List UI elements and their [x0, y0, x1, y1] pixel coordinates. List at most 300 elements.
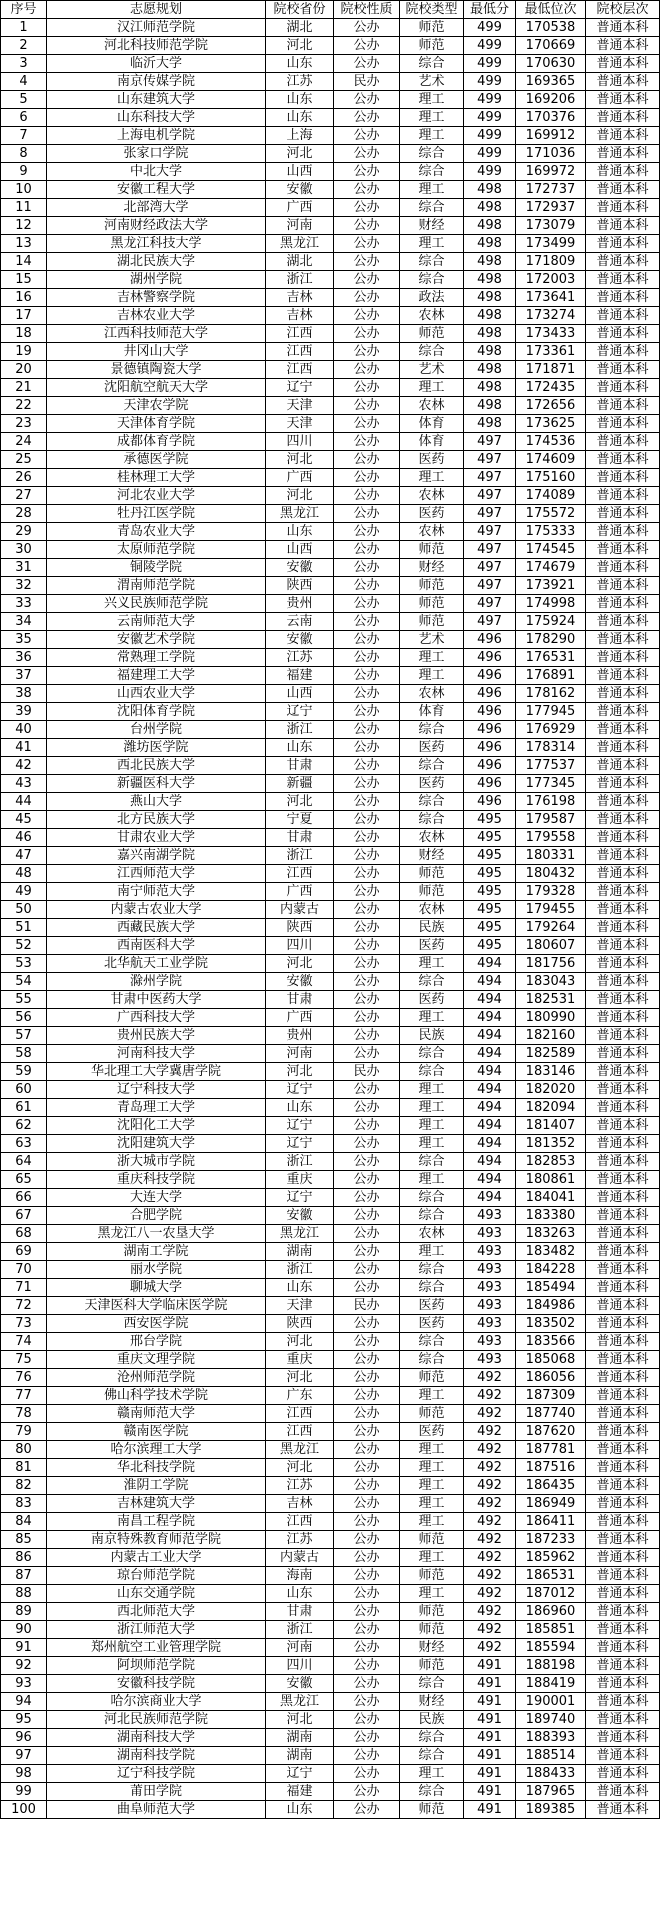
cell-index: 58: [1, 1045, 47, 1063]
table-row: [1, 1675, 660, 1693]
cell-province: 黑龙江: [266, 1225, 334, 1243]
cell-ownership: 公办: [334, 1531, 400, 1549]
cell-ownership: 公办: [334, 955, 400, 973]
table-row: [1, 271, 660, 289]
cell-school-type: 师范: [400, 1567, 464, 1585]
table-row: [1, 667, 660, 685]
cell-province: 甘肃: [266, 991, 334, 1009]
cell-school-name: 西南医科大学: [47, 937, 266, 955]
table-row: [1, 1207, 660, 1225]
cell-school-name: 河南财经政法大学: [47, 217, 266, 235]
cell-ownership: 公办: [334, 973, 400, 991]
cell-index: 99: [1, 1783, 47, 1801]
cell-school-type: 综合: [400, 145, 464, 163]
cell-min-rank: 182160: [516, 1027, 586, 1045]
cell-min-score: 491: [464, 1675, 516, 1693]
cell-min-rank: 185068: [516, 1351, 586, 1369]
cell-school-type: 财经: [400, 847, 464, 865]
cell-ownership: 公办: [334, 415, 400, 433]
table-row: [1, 1153, 660, 1171]
cell-ownership: 公办: [334, 307, 400, 325]
cell-ownership: 公办: [334, 163, 400, 181]
cell-min-score: 497: [464, 433, 516, 451]
cell-min-score: 498: [464, 181, 516, 199]
table-row: [1, 37, 660, 55]
cell-min-score: 494: [464, 1153, 516, 1171]
cell-min-score: 491: [464, 1765, 516, 1783]
cell-school-name: 华北科技学院: [47, 1459, 266, 1477]
cell-min-score: 494: [464, 1189, 516, 1207]
cell-min-score: 494: [464, 1045, 516, 1063]
cell-school-level: 普通本科: [586, 1189, 660, 1207]
cell-province: 天津: [266, 1297, 334, 1315]
cell-min-score: 495: [464, 847, 516, 865]
cell-min-score: 494: [464, 1063, 516, 1081]
cell-school-name: 西安医学院: [47, 1315, 266, 1333]
cell-school-type: 农林: [400, 307, 464, 325]
cell-ownership: 公办: [334, 181, 400, 199]
cell-ownership: 公办: [334, 1351, 400, 1369]
cell-school-level: 普通本科: [586, 1009, 660, 1027]
cell-ownership: 公办: [334, 19, 400, 37]
cell-ownership: 公办: [334, 55, 400, 73]
table-row: [1, 1441, 660, 1459]
cell-min-score: 497: [464, 559, 516, 577]
cell-ownership: 公办: [334, 1009, 400, 1027]
cell-school-name: 湖州学院: [47, 271, 266, 289]
cell-school-name: 安徽科技学院: [47, 1675, 266, 1693]
cell-min-score: 492: [464, 1369, 516, 1387]
cell-province: 辽宁: [266, 1189, 334, 1207]
cell-min-rank: 173361: [516, 343, 586, 361]
cell-min-score: 499: [464, 127, 516, 145]
header-school-level: 院校层次: [586, 1, 660, 19]
cell-school-type: 理工: [400, 127, 464, 145]
cell-school-type: 理工: [400, 1081, 464, 1099]
cell-school-name: 沧州师范学院: [47, 1369, 266, 1387]
cell-index: 42: [1, 757, 47, 775]
cell-school-type: 农林: [400, 829, 464, 847]
cell-school-level: 普通本科: [586, 1315, 660, 1333]
cell-index: 44: [1, 793, 47, 811]
cell-min-score: 495: [464, 919, 516, 937]
cell-school-level: 普通本科: [586, 829, 660, 847]
cell-min-rank: 169365: [516, 73, 586, 91]
cell-school-name: 莆田学院: [47, 1783, 266, 1801]
cell-min-rank: 189385: [516, 1801, 586, 1819]
cell-school-type: 理工: [400, 1135, 464, 1153]
cell-min-score: 499: [464, 163, 516, 181]
cell-school-type: 师范: [400, 1657, 464, 1675]
table-row: [1, 1477, 660, 1495]
cell-min-score: 491: [464, 1801, 516, 1819]
cell-school-type: 师范: [400, 865, 464, 883]
table-row: [1, 1693, 660, 1711]
table-row: [1, 1333, 660, 1351]
table-row: [1, 1657, 660, 1675]
cell-school-name: 云南师范大学: [47, 613, 266, 631]
cell-min-score: 491: [464, 1747, 516, 1765]
cell-min-score: 499: [464, 109, 516, 127]
cell-province: 吉林: [266, 1495, 334, 1513]
table-row: [1, 1423, 660, 1441]
cell-min-rank: 187740: [516, 1405, 586, 1423]
cell-school-name: 合肥学院: [47, 1207, 266, 1225]
cell-ownership: 公办: [334, 253, 400, 271]
cell-school-level: 普通本科: [586, 613, 660, 631]
cell-school-level: 普通本科: [586, 1477, 660, 1495]
cell-province: 湖南: [266, 1747, 334, 1765]
cell-school-level: 普通本科: [586, 721, 660, 739]
cell-school-name: 渭南师范学院: [47, 577, 266, 595]
cell-school-level: 普通本科: [586, 1387, 660, 1405]
cell-ownership: 公办: [334, 1243, 400, 1261]
cell-school-type: 综合: [400, 1063, 464, 1081]
cell-school-type: 师范: [400, 1405, 464, 1423]
cell-ownership: 公办: [334, 1639, 400, 1657]
cell-min-score: 498: [464, 199, 516, 217]
table-row: [1, 685, 660, 703]
cell-ownership: 公办: [334, 1459, 400, 1477]
cell-school-type: 综合: [400, 1189, 464, 1207]
cell-school-name: 南昌工程学院: [47, 1513, 266, 1531]
cell-school-name: 内蒙古农业大学: [47, 901, 266, 919]
cell-index: 56: [1, 1009, 47, 1027]
cell-index: 72: [1, 1297, 47, 1315]
cell-school-level: 普通本科: [586, 1783, 660, 1801]
table-row: [1, 937, 660, 955]
cell-school-name: 山东建筑大学: [47, 91, 266, 109]
cell-min-score: 492: [464, 1585, 516, 1603]
cell-min-score: 495: [464, 865, 516, 883]
header-school-name: 志愿规划: [47, 1, 266, 19]
cell-school-level: 普通本科: [586, 1693, 660, 1711]
cell-province: 甘肃: [266, 757, 334, 775]
cell-index: 79: [1, 1423, 47, 1441]
cell-index: 17: [1, 307, 47, 325]
cell-index: 41: [1, 739, 47, 757]
cell-index: 85: [1, 1531, 47, 1549]
cell-min-rank: 170538: [516, 19, 586, 37]
cell-school-type: 理工: [400, 667, 464, 685]
cell-min-rank: 187012: [516, 1585, 586, 1603]
cell-ownership: 民办: [334, 73, 400, 91]
cell-min-score: 494: [464, 1099, 516, 1117]
cell-province: 辽宁: [266, 1135, 334, 1153]
cell-province: 山西: [266, 163, 334, 181]
cell-min-score: 494: [464, 1171, 516, 1189]
table-row: [1, 1063, 660, 1081]
cell-school-type: 医药: [400, 739, 464, 757]
cell-min-rank: 172737: [516, 181, 586, 199]
cell-school-type: 农林: [400, 523, 464, 541]
cell-min-score: 491: [464, 1783, 516, 1801]
table-row: [1, 865, 660, 883]
cell-school-type: 理工: [400, 1477, 464, 1495]
cell-province: 江苏: [266, 73, 334, 91]
cell-min-rank: 183146: [516, 1063, 586, 1081]
table-row: [1, 1621, 660, 1639]
cell-province: 黑龙江: [266, 1693, 334, 1711]
table-row: [1, 19, 660, 37]
table-row: [1, 235, 660, 253]
cell-min-score: 497: [464, 451, 516, 469]
cell-province: 山东: [266, 739, 334, 757]
cell-school-level: 普通本科: [586, 1243, 660, 1261]
cell-min-rank: 180607: [516, 937, 586, 955]
table-row: [1, 829, 660, 847]
cell-school-type: 理工: [400, 649, 464, 667]
cell-school-type: 体育: [400, 703, 464, 721]
cell-ownership: 公办: [334, 1135, 400, 1153]
cell-ownership: 公办: [334, 1333, 400, 1351]
cell-school-level: 普通本科: [586, 1765, 660, 1783]
table-row: [1, 1567, 660, 1585]
cell-index: 75: [1, 1351, 47, 1369]
cell-min-score: 499: [464, 37, 516, 55]
cell-school-name: 南京传媒学院: [47, 73, 266, 91]
cell-school-type: 师范: [400, 1801, 464, 1819]
cell-province: 安徽: [266, 181, 334, 199]
cell-school-name: 甘肃中医药大学: [47, 991, 266, 1009]
cell-min-rank: 187309: [516, 1387, 586, 1405]
cell-school-name: 承德医学院: [47, 451, 266, 469]
cell-school-level: 普通本科: [586, 73, 660, 91]
cell-province: 江西: [266, 325, 334, 343]
cell-school-name: 南宁师范大学: [47, 883, 266, 901]
cell-index: 32: [1, 577, 47, 595]
cell-min-rank: 182094: [516, 1099, 586, 1117]
cell-school-name: 曲阜师范大学: [47, 1801, 266, 1819]
cell-school-name: 甘肃农业大学: [47, 829, 266, 847]
cell-school-name: 北方民族大学: [47, 811, 266, 829]
cell-school-level: 普通本科: [586, 253, 660, 271]
table-row: [1, 1405, 660, 1423]
cell-ownership: 公办: [334, 523, 400, 541]
cell-school-level: 普通本科: [586, 1225, 660, 1243]
cell-ownership: 公办: [334, 613, 400, 631]
table-row: [1, 1729, 660, 1747]
cell-school-type: 综合: [400, 1207, 464, 1225]
cell-school-name: 沈阳体育学院: [47, 703, 266, 721]
cell-school-name: 吉林农业大学: [47, 307, 266, 325]
cell-school-name: 重庆科技学院: [47, 1171, 266, 1189]
cell-ownership: 公办: [334, 937, 400, 955]
table-row: [1, 1261, 660, 1279]
cell-index: 83: [1, 1495, 47, 1513]
cell-ownership: 公办: [334, 451, 400, 469]
cell-school-level: 普通本科: [586, 1135, 660, 1153]
cell-school-type: 综合: [400, 973, 464, 991]
cell-school-name: 台州学院: [47, 721, 266, 739]
table-row: [1, 433, 660, 451]
cell-index: 93: [1, 1675, 47, 1693]
cell-school-level: 普通本科: [586, 1081, 660, 1099]
cell-index: 89: [1, 1603, 47, 1621]
cell-index: 78: [1, 1405, 47, 1423]
cell-school-type: 理工: [400, 1117, 464, 1135]
cell-index: 34: [1, 613, 47, 631]
cell-index: 46: [1, 829, 47, 847]
table-row: [1, 145, 660, 163]
cell-index: 53: [1, 955, 47, 973]
cell-school-name: 成都体育学院: [47, 433, 266, 451]
cell-province: 新疆: [266, 775, 334, 793]
cell-min-score: 499: [464, 145, 516, 163]
cell-min-rank: 172435: [516, 379, 586, 397]
cell-school-type: 理工: [400, 1009, 464, 1027]
cell-ownership: 公办: [334, 1783, 400, 1801]
cell-school-type: 师范: [400, 541, 464, 559]
cell-min-rank: 173921: [516, 577, 586, 595]
cell-school-name: 江西科技师范大学: [47, 325, 266, 343]
cell-school-level: 普通本科: [586, 181, 660, 199]
table-row: [1, 1765, 660, 1783]
cell-min-rank: 173079: [516, 217, 586, 235]
table-row: [1, 649, 660, 667]
cell-province: 湖南: [266, 1243, 334, 1261]
cell-province: 江西: [266, 361, 334, 379]
cell-school-name: 滁州学院: [47, 973, 266, 991]
cell-ownership: 公办: [334, 1099, 400, 1117]
cell-school-level: 普通本科: [586, 811, 660, 829]
cell-index: 51: [1, 919, 47, 937]
cell-min-score: 497: [464, 505, 516, 523]
cell-province: 广西: [266, 1009, 334, 1027]
cell-school-type: 师范: [400, 595, 464, 613]
cell-min-rank: 174536: [516, 433, 586, 451]
cell-min-rank: 176531: [516, 649, 586, 667]
cell-index: 18: [1, 325, 47, 343]
cell-min-rank: 180432: [516, 865, 586, 883]
table-row: [1, 883, 660, 901]
cell-province: 黑龙江: [266, 1441, 334, 1459]
cell-school-name: 浙江师范大学: [47, 1621, 266, 1639]
cell-province: 内蒙古: [266, 901, 334, 919]
cell-ownership: 公办: [334, 595, 400, 613]
cell-index: 23: [1, 415, 47, 433]
cell-index: 71: [1, 1279, 47, 1297]
cell-ownership: 公办: [334, 433, 400, 451]
cell-school-level: 普通本科: [586, 1711, 660, 1729]
cell-school-name: 阿坝师范学院: [47, 1657, 266, 1675]
table-body: [1, 19, 660, 1819]
cell-min-rank: 180990: [516, 1009, 586, 1027]
cell-school-level: 普通本科: [586, 145, 660, 163]
cell-school-name: 郑州航空工业管理学院: [47, 1639, 266, 1657]
cell-school-name: 井冈山大学: [47, 343, 266, 361]
cell-index: 57: [1, 1027, 47, 1045]
cell-school-name: 丽水学院: [47, 1261, 266, 1279]
cell-school-type: 师范: [400, 19, 464, 37]
cell-school-name: 上海电机学院: [47, 127, 266, 145]
cell-ownership: 公办: [334, 1675, 400, 1693]
cell-school-name: 太原师范学院: [47, 541, 266, 559]
cell-ownership: 公办: [334, 1045, 400, 1063]
cell-province: 吉林: [266, 307, 334, 325]
cell-school-name: 江西师范大学: [47, 865, 266, 883]
cell-min-score: 498: [464, 235, 516, 253]
cell-school-name: 天津体育学院: [47, 415, 266, 433]
cell-min-rank: 188433: [516, 1765, 586, 1783]
cell-ownership: 公办: [334, 1153, 400, 1171]
cell-school-type: 农林: [400, 685, 464, 703]
cell-min-rank: 187233: [516, 1531, 586, 1549]
cell-min-score: 494: [464, 1009, 516, 1027]
cell-school-name: 西藏民族大学: [47, 919, 266, 937]
cell-min-rank: 187781: [516, 1441, 586, 1459]
cell-min-rank: 183502: [516, 1315, 586, 1333]
cell-school-name: 中北大学: [47, 163, 266, 181]
cell-min-score: 491: [464, 1711, 516, 1729]
cell-school-name: 河北民族师范学院: [47, 1711, 266, 1729]
cell-province: 福建: [266, 1783, 334, 1801]
cell-index: 15: [1, 271, 47, 289]
cell-province: 湖北: [266, 253, 334, 271]
cell-min-rank: 178290: [516, 631, 586, 649]
cell-school-type: 农林: [400, 1225, 464, 1243]
cell-index: 68: [1, 1225, 47, 1243]
cell-school-type: 理工: [400, 955, 464, 973]
cell-school-type: 综合: [400, 1351, 464, 1369]
cell-school-level: 普通本科: [586, 1405, 660, 1423]
cell-index: 54: [1, 973, 47, 991]
cell-index: 98: [1, 1765, 47, 1783]
table-row: [1, 1171, 660, 1189]
cell-school-level: 普通本科: [586, 901, 660, 919]
cell-min-rank: 182853: [516, 1153, 586, 1171]
cell-school-level: 普通本科: [586, 577, 660, 595]
table-row: [1, 577, 660, 595]
cell-province: 四川: [266, 937, 334, 955]
cell-province: 河北: [266, 1459, 334, 1477]
cell-ownership: 公办: [334, 343, 400, 361]
cell-province: 辽宁: [266, 703, 334, 721]
cell-school-type: 综合: [400, 721, 464, 739]
cell-index: 3: [1, 55, 47, 73]
cell-min-score: 492: [464, 1441, 516, 1459]
cell-ownership: 公办: [334, 739, 400, 757]
cell-min-score: 498: [464, 361, 516, 379]
cell-school-name: 吉林警察学院: [47, 289, 266, 307]
cell-province: 浙江: [266, 271, 334, 289]
cell-min-rank: 177345: [516, 775, 586, 793]
cell-min-score: 493: [464, 1261, 516, 1279]
cell-index: 16: [1, 289, 47, 307]
cell-school-name: 常熟理工学院: [47, 649, 266, 667]
cell-school-type: 综合: [400, 1783, 464, 1801]
cell-min-score: 497: [464, 487, 516, 505]
cell-school-name: 淮阴工学院: [47, 1477, 266, 1495]
cell-index: 21: [1, 379, 47, 397]
cell-school-level: 普通本科: [586, 775, 660, 793]
cell-min-score: 498: [464, 415, 516, 433]
cell-school-level: 普通本科: [586, 1423, 660, 1441]
cell-ownership: 公办: [334, 91, 400, 109]
cell-school-level: 普通本科: [586, 1351, 660, 1369]
table-row: [1, 595, 660, 613]
cell-min-score: 495: [464, 883, 516, 901]
cell-min-rank: 183482: [516, 1243, 586, 1261]
cell-min-score: 497: [464, 541, 516, 559]
cell-school-type: 财经: [400, 1639, 464, 1657]
cell-min-rank: 176891: [516, 667, 586, 685]
cell-min-rank: 174679: [516, 559, 586, 577]
table-row: [1, 361, 660, 379]
table-row: [1, 1225, 660, 1243]
cell-school-level: 普通本科: [586, 1531, 660, 1549]
table-row: [1, 1279, 660, 1297]
